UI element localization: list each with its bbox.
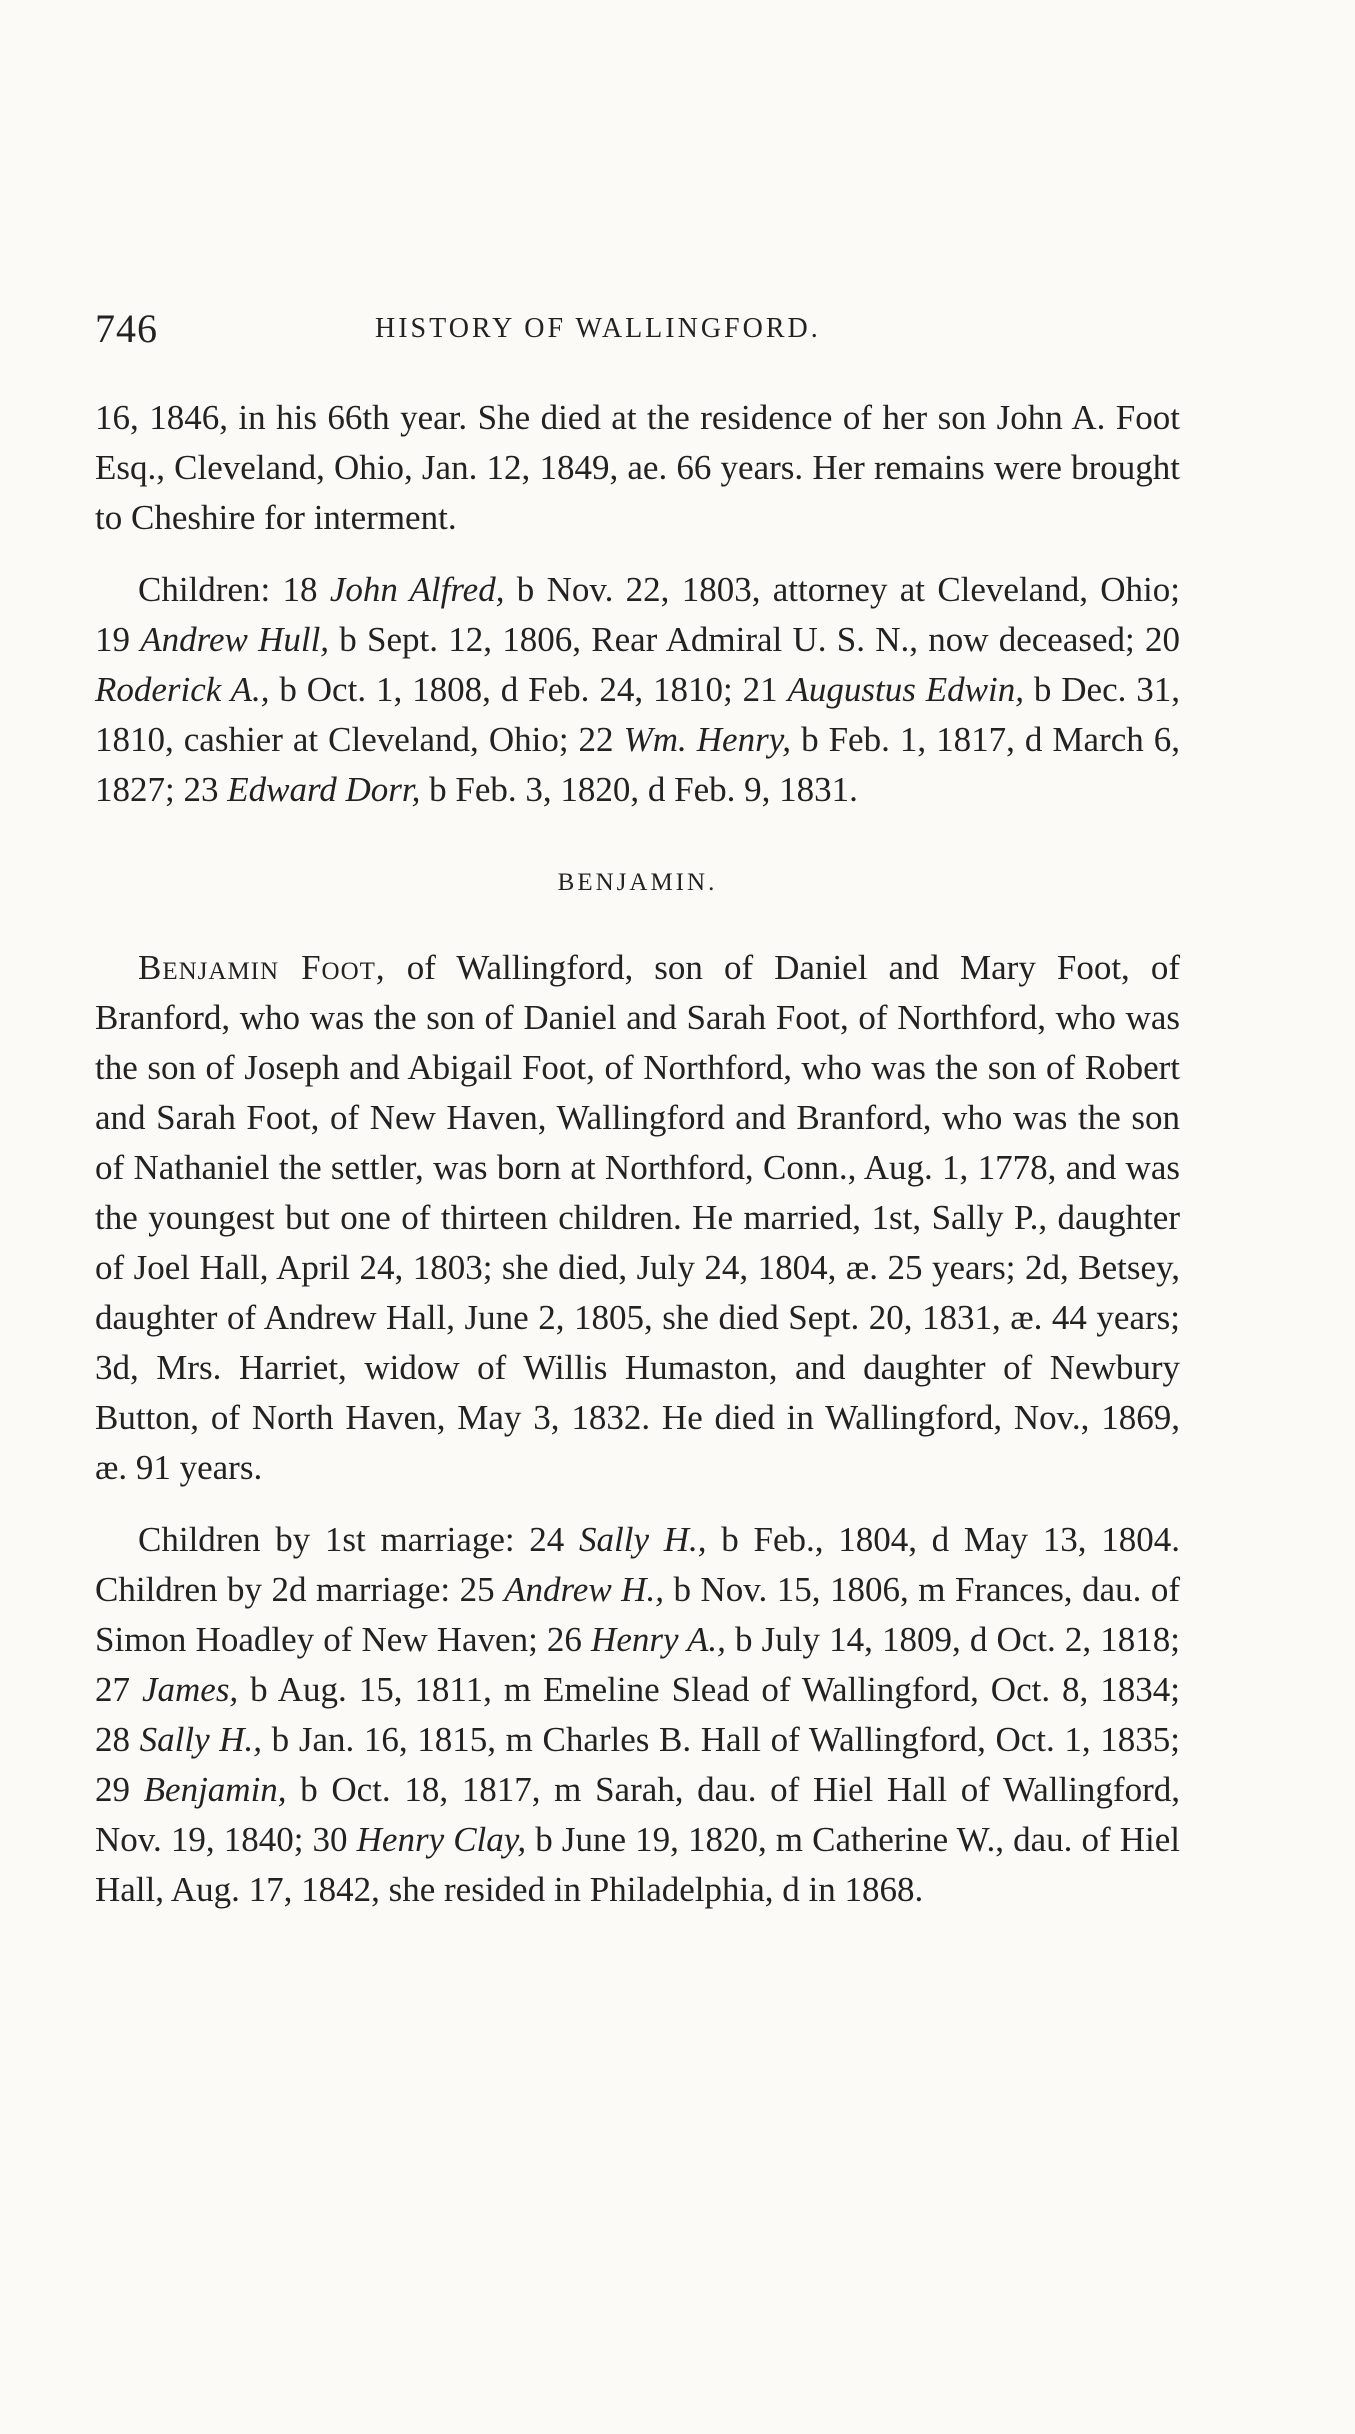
- text-segment: b Feb. 3, 1820, d Feb. 9, 1831.: [420, 770, 858, 809]
- text-segment: b Nov. 22, 1803, attorney at Cleveland, Ohio; 19: [95, 570, 1180, 659]
- child-name: John Alfred,: [329, 570, 505, 609]
- child-name: Andrew H.,: [504, 1570, 664, 1609]
- paragraph-biography: [95, 943, 1180, 1493]
- child-name: Henry A.,: [591, 1620, 726, 1659]
- text-segment: b Jan. 16, 1815, m Charles B. Hall of Wallingford, Oct. 1, 1835; 29: [95, 1720, 1180, 1809]
- paragraph-children-list: [95, 565, 1180, 815]
- text-segment: b Nov. 15, 1806, m Frances, dau. of Simon Hoadley of New Haven; 26: [95, 1570, 1181, 1659]
- child-name: Henry Clay,: [356, 1820, 527, 1859]
- child-name: Wm. Henry,: [623, 720, 792, 759]
- text-segment: b Feb. 1, 1817, d March 6, 1827; 23: [95, 720, 1181, 809]
- page-number: 746: [95, 306, 158, 351]
- text-segment: Children: 18: [138, 570, 330, 609]
- paragraph-children-by-marriage: [95, 1515, 1180, 1915]
- text-segment: b Feb., 1804, d May 13, 1804. Children by 2d marriage: 25: [95, 1520, 1181, 1609]
- paragraph-continuation: 16, 1846, in his 66th year. She died at the residence of her son John A. Foot Esq., Cleveland, Ohio, Jan. 12, 1849, ae. 66 years. Her remains were brought to Cheshire for interment.: [95, 398, 1180, 537]
- child-name: Augustus Edwin,: [787, 670, 1024, 709]
- text-segment: Children by 1st marriage: 24: [138, 1520, 580, 1559]
- child-name: Benjamin,: [143, 1770, 287, 1809]
- running-title: HISTORY OF WALLINGFORD.: [375, 313, 821, 344]
- child-name: Sally H.,: [139, 1720, 263, 1759]
- text-segment: of Wallingford, son of Daniel and Mary Foot, of Branford, who was the son of Daniel and Sarah Foot, of Northford, who was the son of Joseph and Abigail Foot, of Northford, who was the son of Robert and Sarah Foot, of New Haven, Wallingford and Branford, who was the son of Nathaniel the settler, was born at Northford, Conn., Aug. 1, 1778, and was the youngest but one of thirteen children. He married, 1st, Sally P., daughter of Joel Hall, April 24, 1803; she died, July 24, 1804, æ. 25 years; 2d, Betsey, daughter of Andrew Hall, June 2, 1805, she died Sept. 20, 1831, æ. 44 years; 3d, Mrs. Harriet, widow of Willis Humaston, and daughter of Newbury Button, of North Haven, May 3, 1832. He died in Wallingford, Nov., 1869, æ. 91 years.: [95, 948, 1180, 1487]
- text-segment: b June 19, 1820, m Catherine W., dau. of Hiel Hall, Aug. 17, 1842, she resided in Philadelphia, d in 1868.: [95, 1820, 1180, 1909]
- book-page: [95, 305, 1180, 1915]
- running-head: [95, 305, 1180, 355]
- lead-name: Benjamin Foot,: [138, 948, 386, 987]
- child-name: Roderick A.,: [95, 670, 270, 709]
- text-segment: b Aug. 15, 1811, m Emeline Slead of Wallingford, Oct. 8, 1834; 28: [95, 1670, 1180, 1759]
- text-segment: b Sept. 12, 1806, Rear Admiral U. S. N., now deceased; 20: [329, 620, 1181, 659]
- child-name: Edward Dorr,: [227, 770, 421, 809]
- child-name: James,: [141, 1670, 239, 1709]
- section-heading: BENJAMIN.: [557, 869, 718, 896]
- child-name: Sally H.,: [579, 1520, 707, 1559]
- text-segment: b Oct. 1, 1808, d Feb. 24, 1810; 21: [269, 670, 788, 709]
- child-name: Andrew Hull,: [140, 620, 330, 659]
- text-segment: b July 14, 1809, d Oct. 2, 1818; 27: [95, 1620, 1180, 1709]
- text-segment: b Oct. 18, 1817, m Sarah, dau. of Hiel Hall of Wallingford, Nov. 19, 1840; 30: [95, 1770, 1180, 1859]
- text-segment: b Dec. 31, 1810, cashier at Cleveland, Ohio; 22: [95, 670, 1180, 759]
